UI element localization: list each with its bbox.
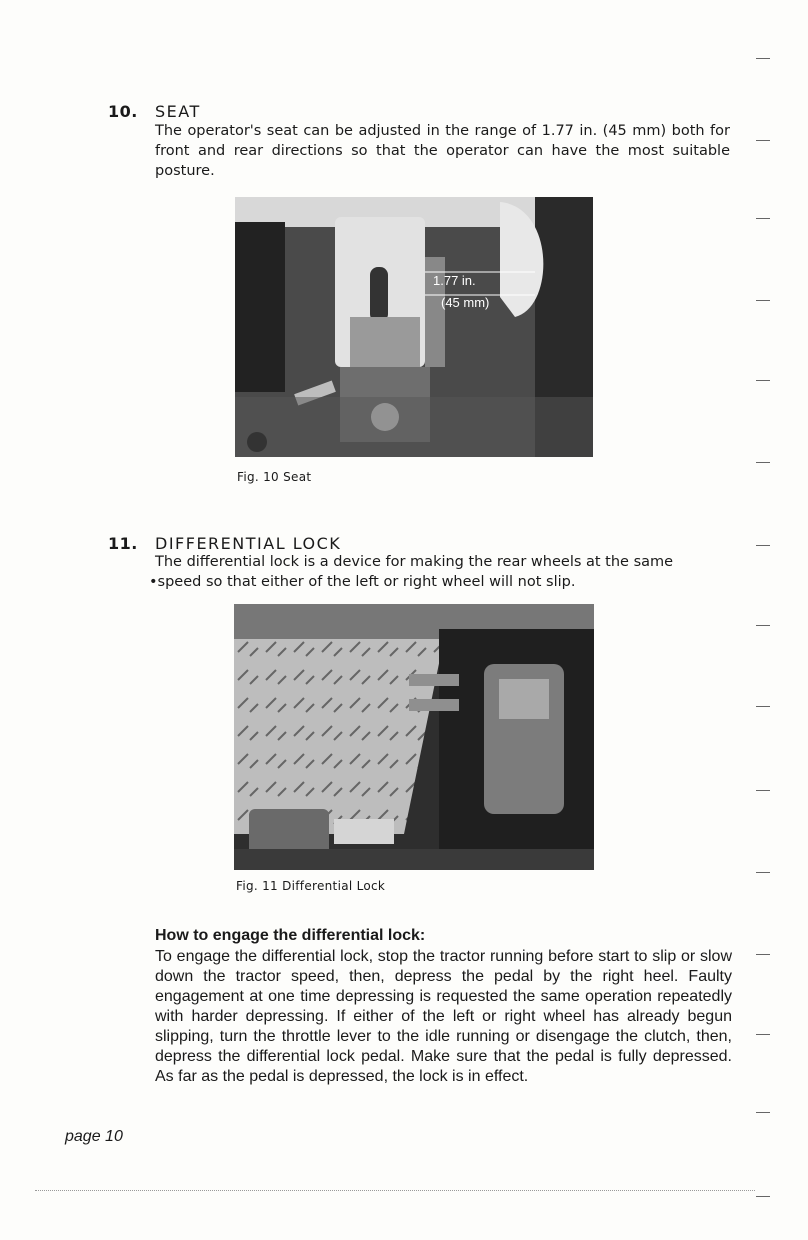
margin-mark — [756, 380, 770, 381]
margin-mark — [756, 790, 770, 791]
seat-photo — [235, 197, 593, 457]
diff-lock-text-line1: The differential lock is a device for making the rear wheels at the same — [155, 554, 674, 570]
section-11-paragraph — [149, 552, 734, 592]
margin-mark — [756, 300, 770, 301]
scan-dotted-line — [35, 1190, 755, 1191]
section-10-number: 10. — [108, 102, 138, 121]
seat-photo-label-in: 1.77 in. — [433, 273, 476, 288]
section-11-number: 11. — [108, 534, 138, 553]
margin-mark — [756, 954, 770, 955]
margin-mark — [756, 1034, 770, 1035]
seat-photo-label-mm: (45 mm) — [441, 295, 490, 310]
margin-mark — [756, 545, 770, 546]
figure-10-caption: Fig. 10 Seat — [237, 470, 312, 484]
section-10-paragraph — [155, 121, 730, 181]
section-11-title: DIFFERENTIAL LOCK — [155, 534, 342, 553]
howto-paragraph: To engage the differential lock, stop the tractor running before start to slip or slow down the tractor speed, then, depress the pedal by the right heel. Faulty engagement at one time depressing is requested the same operation repeatedly with harder depressing. If either of the left or right wheel has already begun slipping, turn the throttle lever to the idle running or disengage the clutch, then, depress the differential lock pedal. Make sure that the pedal is fully depressed. As far as the pedal is depressed, the lock is in effect. — [155, 948, 732, 1085]
seat-text: The operator's seat can be adjusted in the range of 1.77 in. (45 mm) both for front and rear directions so that the operator can have the most suitable posture. — [155, 123, 730, 179]
margin-mark — [756, 872, 770, 873]
diff-lock-text-line2: •speed so that either of the left or right wheel will not slip. — [149, 574, 576, 590]
margin-mark — [756, 1112, 770, 1113]
howto-heading: How to engage the differential lock: — [155, 927, 426, 944]
seat-illustration — [235, 197, 593, 457]
margin-mark — [756, 218, 770, 219]
margin-mark — [756, 58, 770, 59]
margin-mark — [756, 140, 770, 141]
margin-mark — [756, 462, 770, 463]
section-10-title: SEAT — [155, 102, 201, 121]
differential-lock-illustration — [234, 604, 594, 870]
margin-mark — [756, 1196, 770, 1197]
page-number: page 10 — [65, 1128, 123, 1145]
figure-11-caption: Fig. 11 Differential Lock — [236, 879, 386, 893]
margin-mark — [756, 625, 770, 626]
differential-lock-photo — [234, 604, 594, 870]
margin-mark — [756, 706, 770, 707]
